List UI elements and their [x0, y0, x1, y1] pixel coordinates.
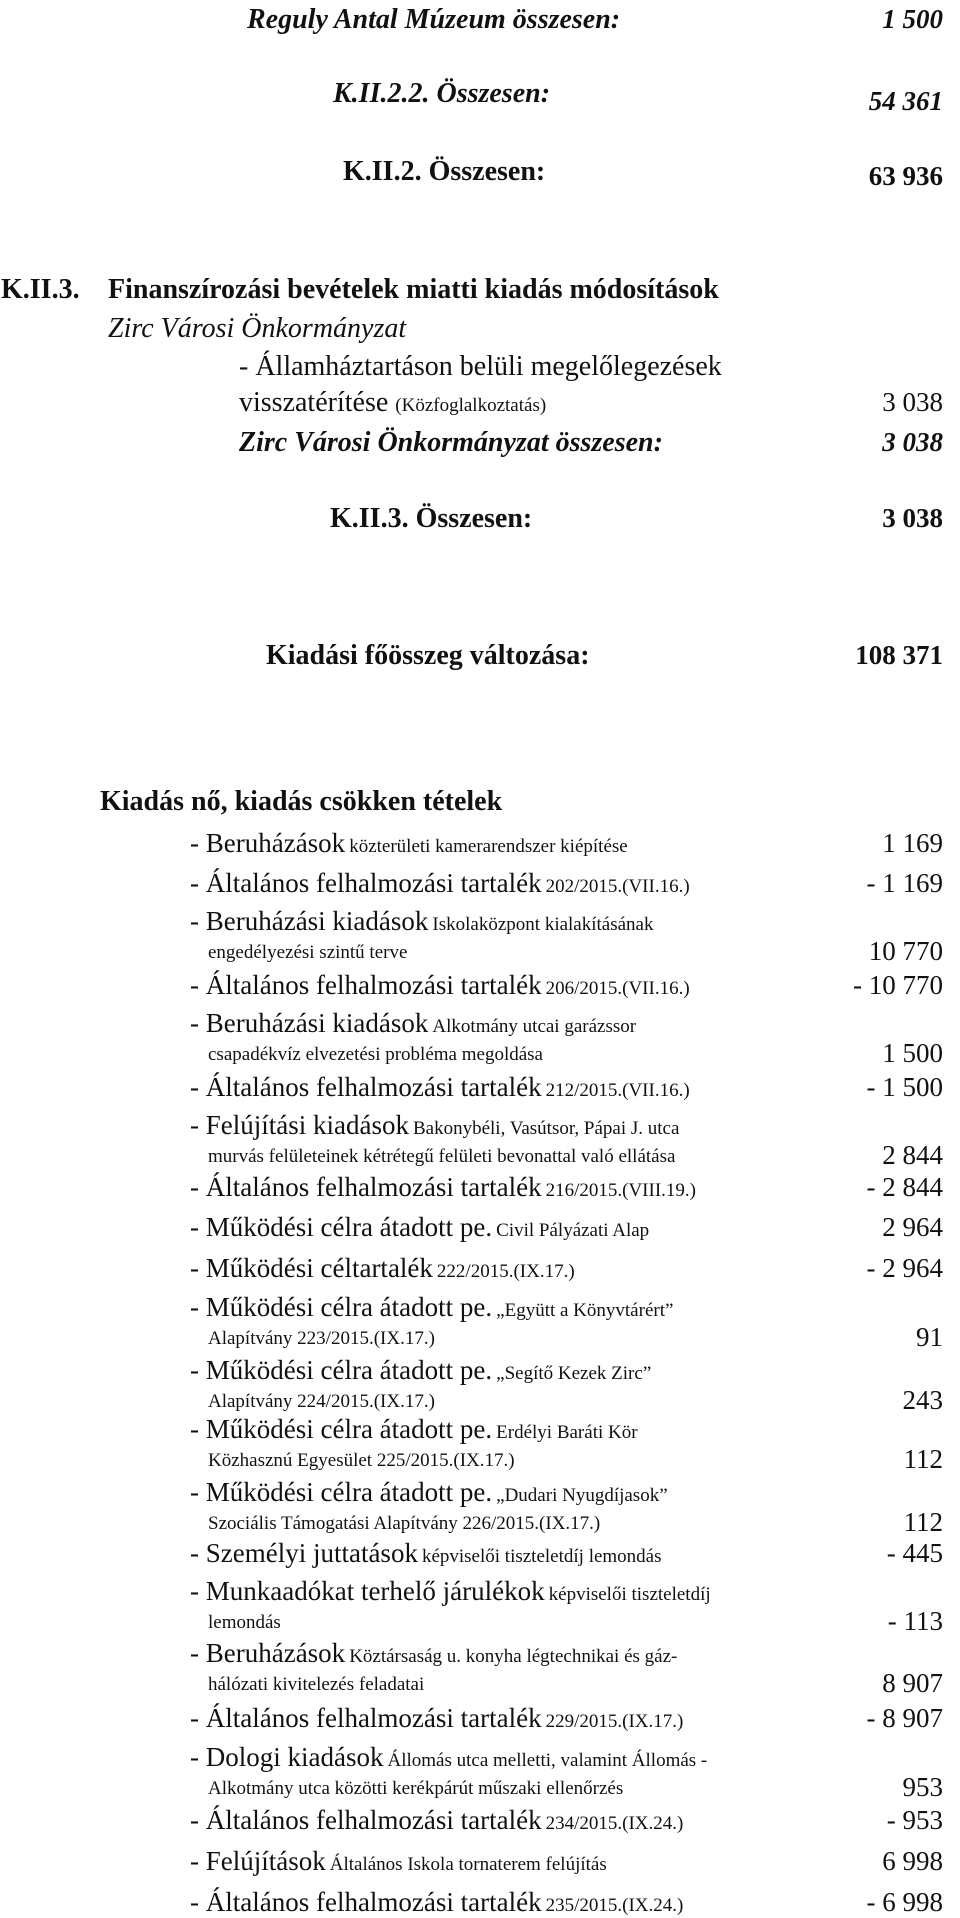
row-description: 212/2015.(VII.16.): [545, 1080, 690, 1101]
row-description: 216/2015.(VIII.19.): [545, 1180, 696, 1201]
row-description: 235/2015.(IX.24.): [545, 1895, 684, 1916]
k222-total-value: 54 361: [868, 86, 943, 116]
row-description: képviselői tiszteletdíj lemondás: [421, 1546, 662, 1567]
row-description-continued: Szociális Támogatási Alapítvány 226/2015.(IX.17.): [208, 1513, 601, 1534]
row-description: Állomás utca melletti, valamint Állomás -: [387, 1750, 708, 1771]
row-description-continued: murvás felületeinek kétrétegű felületi bevonattal való ellátása: [208, 1146, 676, 1167]
row-value: 112: [903, 1507, 943, 1537]
changes-title: Kiadás nő, kiadás csökken tételek: [100, 786, 503, 817]
k222-total-label: K.II.2.2. Összesen:: [333, 78, 551, 109]
row-category: - Általános felhalmozási tartalék: [190, 1805, 542, 1835]
table-row: [190, 1253, 575, 1284]
row-value: 2 964: [882, 1212, 943, 1242]
main-total-label: Kiadási főösszeg változása:: [266, 640, 590, 671]
section-org: Zirc Városi Önkormányzat: [108, 313, 407, 344]
table-row: [190, 906, 654, 937]
row-value: - 445: [886, 1538, 943, 1568]
k22-total-value: 63 936: [868, 161, 943, 191]
row-category: - Munkaadókat terhelő járulékok: [190, 1576, 545, 1606]
org-total-label: Zirc Városi Önkormányzat összesen:: [239, 427, 663, 458]
table-row: [190, 1414, 638, 1445]
row-value: 1 500: [882, 1038, 943, 1068]
table-row: [190, 1477, 668, 1508]
row-description: Iskolaközpont kialakításának: [432, 914, 654, 935]
table-row: [190, 1805, 683, 1836]
row-category: - Beruházások: [190, 1638, 346, 1668]
row-description: 206/2015.(VII.16.): [545, 978, 690, 999]
row-value: - 2 844: [866, 1172, 943, 1202]
row-value: - 1 500: [866, 1072, 943, 1102]
section-item-note: (Közfoglalkoztatás): [395, 395, 547, 416]
table-row: [190, 828, 628, 859]
row-description-continued: Alapítvány 224/2015.(IX.17.): [208, 1391, 435, 1412]
row-value: 243: [902, 1385, 943, 1415]
row-category: - Működési célra átadott pe.: [190, 1355, 493, 1385]
row-category: - Általános felhalmozási tartalék: [190, 1172, 542, 1202]
row-value: 8 907: [882, 1668, 943, 1698]
row-value: 112: [903, 1444, 943, 1474]
table-row: [190, 1846, 607, 1877]
section-title: Finanszírozási bevételek miatti kiadás módosítások: [108, 274, 719, 305]
row-value: - 953: [886, 1805, 943, 1835]
row-value: - 8 907: [866, 1703, 943, 1733]
section-item-line2: [239, 387, 546, 419]
table-row: [190, 1887, 683, 1918]
row-description: Általános Iskola tornaterem felújítás: [329, 1854, 607, 1875]
section-item-line1: - Államháztartáson belüli megelőlegezések: [239, 351, 722, 382]
table-row: [190, 1072, 690, 1103]
row-value: 91: [916, 1322, 943, 1352]
museum-total-value: 1 500: [882, 4, 943, 34]
row-value: 6 998: [882, 1846, 943, 1876]
row-value: - 2 964: [866, 1253, 943, 1283]
museum-total-label: Reguly Antal Múzeum összesen:: [247, 4, 621, 35]
row-description: Bakonybéli, Vasútsor, Pápai J. utca: [412, 1118, 680, 1139]
row-description: Köztársaság u. konyha légtechnikai és gáz-: [349, 1646, 678, 1667]
row-value: 2 844: [882, 1140, 943, 1170]
row-description: Civil Pályázati Alap: [496, 1220, 650, 1241]
section-total-label: K.II.3. Összesen:: [330, 503, 533, 534]
row-value: 1 169: [882, 828, 943, 858]
table-row: [190, 1576, 711, 1607]
main-total-value: 108 371: [855, 640, 943, 670]
row-category: - Felújítások: [190, 1846, 326, 1876]
row-description: 222/2015.(IX.17.): [436, 1261, 575, 1282]
section-item-text: visszatérítése: [239, 387, 389, 418]
org-total-value: 3 038: [882, 427, 943, 457]
row-category: - Dologi kiadások: [190, 1742, 384, 1772]
row-description-continued: Alapítvány 223/2015.(IX.17.): [208, 1328, 435, 1349]
k22-total-label: K.II.2. Összesen:: [343, 156, 546, 187]
row-category: - Működési célra átadott pe.: [190, 1414, 493, 1444]
row-description: közterületi kamerarendszer kiépítése: [349, 836, 628, 857]
row-category: - Általános felhalmozási tartalék: [190, 1887, 542, 1917]
row-category: - Beruházási kiadások: [190, 906, 429, 936]
table-row: [190, 1110, 679, 1141]
table-row: [190, 868, 690, 899]
row-value: - 10 770: [853, 970, 943, 1000]
row-description: 234/2015.(IX.24.): [545, 1813, 684, 1834]
table-row: [190, 1355, 651, 1386]
section-total-value: 3 038: [882, 503, 943, 533]
table-row: [190, 1292, 673, 1323]
table-row: [190, 1212, 649, 1243]
row-category: - Beruházási kiadások: [190, 1008, 429, 1038]
row-description: 229/2015.(IX.17.): [545, 1711, 684, 1732]
table-row: [190, 1703, 683, 1734]
row-category: - Felújítási kiadások: [190, 1110, 409, 1140]
table-row: [190, 1008, 636, 1039]
table-row: [190, 1172, 696, 1203]
row-value: 10 770: [868, 936, 943, 966]
row-category: - Beruházások: [190, 828, 346, 858]
row-category: - Működési célra átadott pe.: [190, 1292, 493, 1322]
row-description-continued: hálózati kivitelezés feladatai: [208, 1674, 425, 1695]
row-category: - Általános felhalmozási tartalék: [190, 970, 542, 1000]
row-value: - 6 998: [866, 1887, 943, 1917]
row-description-continued: engedélyezési szintű terve: [208, 942, 408, 963]
row-description: 202/2015.(VII.16.): [545, 876, 690, 897]
table-row: [190, 1742, 707, 1773]
row-value: 953: [902, 1772, 943, 1802]
row-category: - Általános felhalmozási tartalék: [190, 1072, 542, 1102]
row-category: - Személyi juttatások: [190, 1538, 418, 1568]
section-code: K.II.3.: [1, 274, 80, 305]
row-description: „Együtt a Könyvtárért”: [496, 1300, 674, 1321]
row-category: - Általános felhalmozási tartalék: [190, 868, 542, 898]
row-description-continued: Közhasznú Egyesület 225/2015.(IX.17.): [208, 1450, 515, 1471]
row-description: „Segítő Kezek Zirc”: [496, 1363, 652, 1384]
row-category: - Általános felhalmozási tartalék: [190, 1703, 542, 1733]
row-category: - Működési célra átadott pe.: [190, 1212, 493, 1242]
row-description: „Dudari Nyugdíjasok”: [496, 1485, 668, 1506]
row-description-continued: csapadékvíz elvezetési probléma megoldása: [208, 1044, 543, 1065]
row-description: Erdélyi Baráti Kör: [496, 1422, 638, 1443]
row-description-continued: Alkotmány utca közötti kerékpárút műszaki ellenőrzés: [208, 1778, 624, 1799]
row-description: Alkotmány utcai garázssor: [432, 1016, 637, 1037]
table-row: [190, 970, 690, 1001]
row-category: - Működési céltartalék: [190, 1253, 433, 1283]
section-item-value: 3 038: [882, 387, 943, 417]
row-category: - Működési célra átadott pe.: [190, 1477, 493, 1507]
table-row: [190, 1538, 662, 1569]
row-description-continued: lemondás: [208, 1612, 281, 1633]
row-value: - 113: [887, 1606, 943, 1636]
row-value: - 1 169: [866, 868, 943, 898]
row-description: képviselői tiszteletdíj: [548, 1584, 711, 1605]
table-row: [190, 1638, 677, 1669]
